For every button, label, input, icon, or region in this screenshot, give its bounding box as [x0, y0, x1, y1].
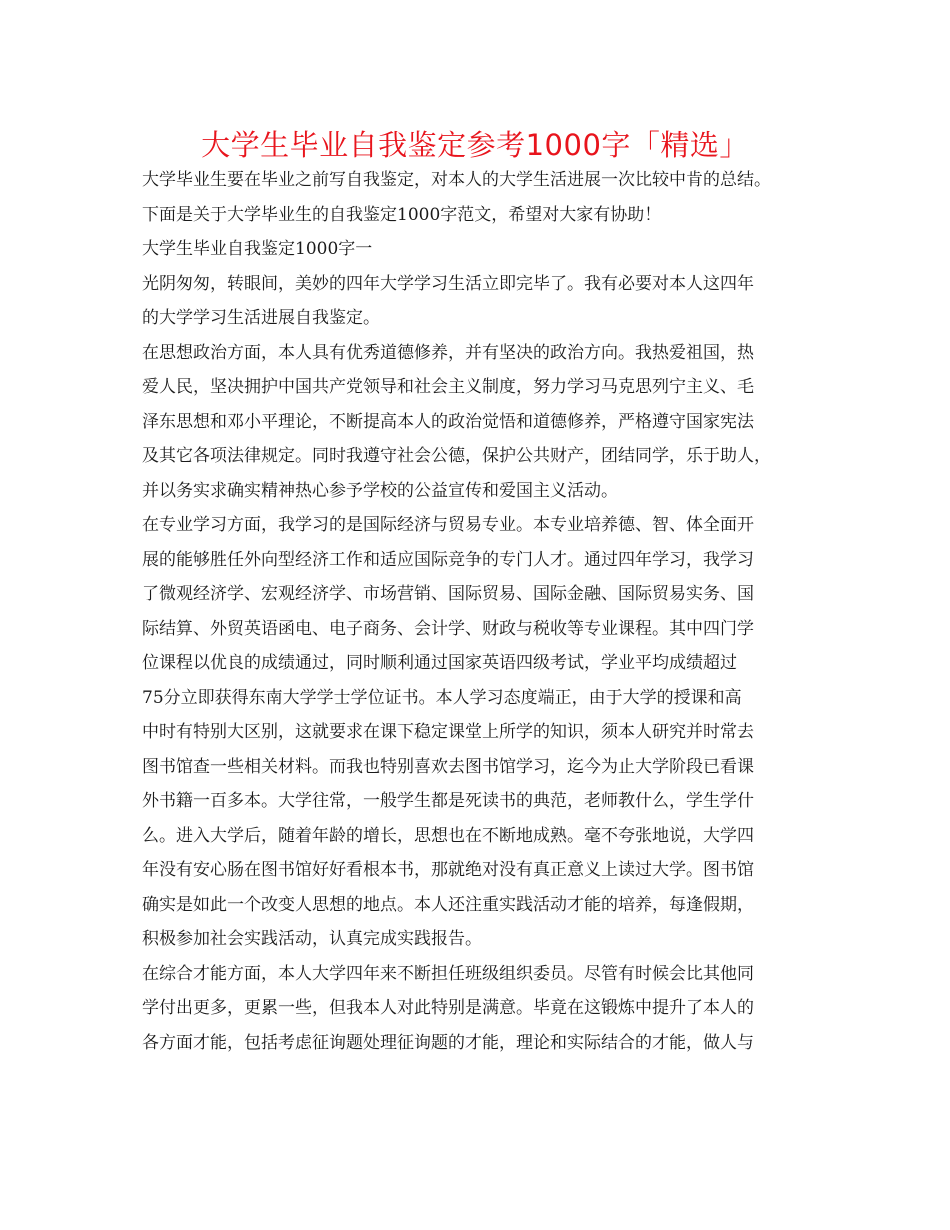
- text-line: 泽东思想和邓小平理论，不断提高本人的政治觉悟和道德修养，严格遵守国家宪法: [142, 411, 754, 432]
- text-line: 展的能够胜任外向型经济工作和适应国际竞争的专门人才。通过四年学习，我学习: [142, 549, 754, 570]
- text-line: 并以务实求确实精神热心参予学校的公益宣传和爱国主义活动。: [142, 480, 618, 501]
- text-line: 在综合才能方面，本人大学四年来不断担任班级组织委员。尽管有时候会比其他同: [142, 963, 754, 984]
- text-line: 大学毕业生要在毕业之前写自我鉴定，对本人的大学生活进展一次比较中肯的总结。: [142, 170, 771, 190]
- text-line: 年没有安心肠在图书馆好好看根本书，那就绝对没有真正意义上读过大学。图书馆: [142, 860, 754, 880]
- text-line: 及其它各项法律规定。同时我遵守社会公德，保护公共财产，团结同学，乐于助人，: [142, 446, 771, 466]
- text-line: 学付出更多，更累一些，但我本人对此特别是满意。毕竟在这锻炼中提升了本人的: [142, 998, 754, 1018]
- text-line: 各方面才能，包括考虑征询题处理征询题的才能，理论和实际结合的才能，做人与: [142, 1032, 754, 1053]
- text-line: 确实是如此一个改变人思想的地点。本人还注重实践活动才能的培养，每逢假期，: [142, 894, 754, 915]
- text-line: 光阴匆匆，转眼间，美妙的四年大学学习生活立即完毕了。我有必要对本人这四年: [142, 273, 754, 294]
- text-line: 在专业学习方面，我学习的是国际经济与贸易专业。本专业培养德、智、体全面开: [142, 515, 754, 535]
- text-line: 位课程以优良的成绩通过，同时顺利通过国家英语四级考试，学业平均成绩超过: [142, 653, 737, 673]
- text-line: 在思想政治方面，本人具有优秀道德修养，并有坚决的政治方向。我热爱祖国，热: [142, 342, 754, 363]
- document-title: 大学生毕业自我鉴定参考1000字「精选」: [201, 128, 749, 162]
- text-line: 图书馆查一些相关材料。而我也特别喜欢去图书馆学习，迄今为止大学阶段已看课: [142, 756, 754, 777]
- text-line: 外书籍一百多本。大学往常，一般学生都是死读书的典范，老师教什么，学生学什: [142, 791, 754, 811]
- text-line: 积极参加社会实践活动，认真完成实践报告。: [142, 929, 482, 949]
- text-line: 大学生毕业自我鉴定1000字一: [142, 239, 373, 259]
- text-line: 际结算、外贸英语函电、电子商务、会计学、财政与税收等专业课程。其中四门学: [142, 618, 754, 639]
- text-line: 了微观经济学、宏观经济学、市场营销、国际贸易、国际金融、国际贸易实务、国: [142, 584, 754, 604]
- text-line: 75分立即获得东南大学学士学位证书。本人学习态度端正，由于大学的授课和高: [142, 687, 742, 708]
- text-line: 么。进入大学后，随着年龄的增长，思想也在不断地成熟。毫不夸张地说，大学四: [142, 825, 754, 846]
- text-line: 中时有特别大区别，这就要求在课下稳定课堂上所学的知识，须本人研究并时常去: [142, 722, 754, 742]
- document-body: [142, 163, 822, 1060]
- text-line: 爱人民，坚决拥护中国共产党领导和社会主义制度，努力学习马克思列宁主义、毛: [142, 377, 754, 397]
- text-line: 下面是关于大学毕业生的自我鉴定1000字范文，希望对大家有协助！: [142, 204, 662, 225]
- text-line: 的大学学习生活进展自我鉴定。: [142, 308, 380, 328]
